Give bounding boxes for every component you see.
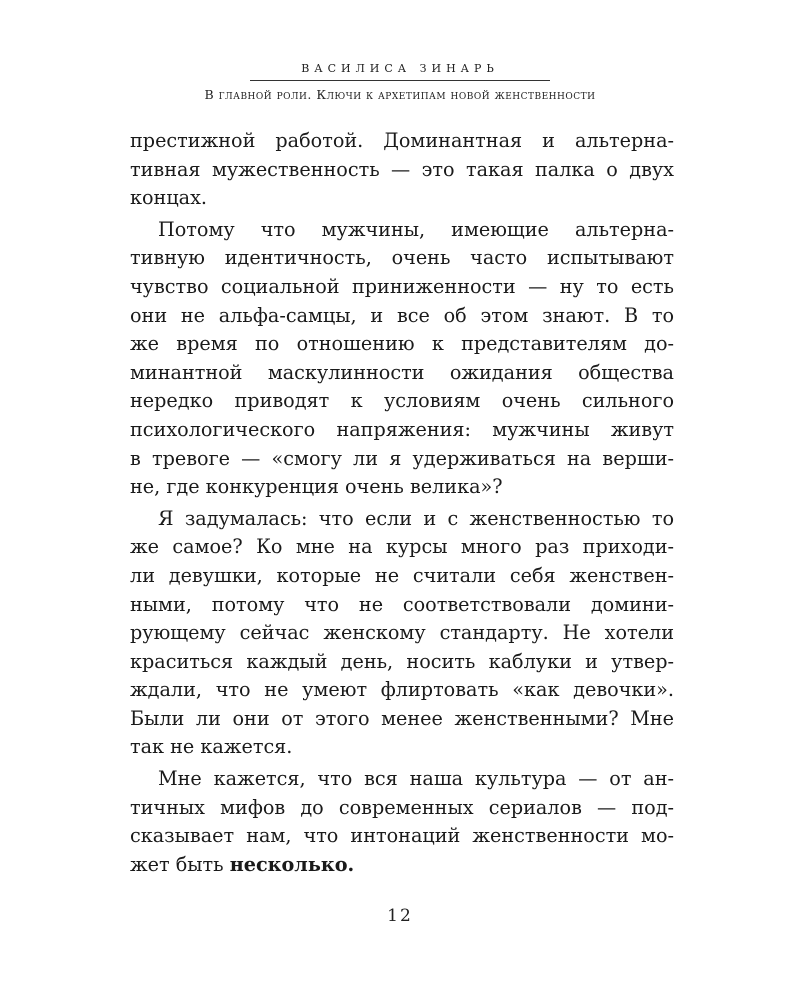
text-line: чувство социальной приниженности — ну то есть xyxy=(130,274,674,298)
body-text xyxy=(130,127,674,879)
text-line xyxy=(130,851,674,880)
running-header xyxy=(0,62,800,103)
book-title: В главной роли. Ключи к архетипам новой женственности xyxy=(204,87,596,102)
text-line: ли девушки, которые не считали себя женствен- xyxy=(130,563,674,587)
bold-emphasis: несколько. xyxy=(229,852,355,876)
text-line: сказывает нам, что интонаций женственности мо- xyxy=(130,824,674,848)
page-number: 12 xyxy=(387,906,413,926)
text-line: концах. xyxy=(130,186,208,210)
text-line: тивная мужественность — это такая палка о двух xyxy=(130,157,674,181)
author-name: ВАСИЛИСА ЗИНАРЬ xyxy=(301,62,499,75)
text-line: тичных мифов до современных сериалов — под- xyxy=(130,795,674,819)
text-line: не, где конкуренция очень велика»? xyxy=(130,475,503,499)
text-line: в тревоге — «смогу ли я удерживаться на верши- xyxy=(130,446,674,470)
text-line: Мне кажется, что вся наша культура — от ан- xyxy=(158,767,674,791)
text-line: они не альфа-самцы, и все об этом знают. В то xyxy=(130,303,674,327)
text-line: нередко приводят к условиям очень сильного xyxy=(130,389,674,413)
text-line: тивную идентичность, очень часто испытывают xyxy=(130,246,674,270)
text-line: Я задумалась: что если и с женственностью то xyxy=(158,506,674,530)
text-line: психологического напряжения: мужчины живут xyxy=(130,417,674,441)
text-line: ждали, что не умеют флиртовать «как девочки». xyxy=(130,678,674,702)
text-line: ными, потому что не соответствовали домини- xyxy=(130,592,674,616)
text-line: престижной работой. Доминантная и альтерна- xyxy=(130,129,674,152)
text-line: рующему сейчас женскому стандарту. Не хотели xyxy=(130,621,674,645)
text-line: так не кажется. xyxy=(130,735,293,759)
text-line: же время по отношению к представителям до- xyxy=(130,332,674,356)
text-line: же самое? Ко мне на курсы много раз приходи- xyxy=(130,535,674,559)
text-line: Потому что мужчины, имеющие альтерна- xyxy=(158,217,674,241)
text-line: краситься каждый день, носить каблуки и утвер- xyxy=(130,649,674,673)
text-line: Были ли они от этого менее женственными? Мне xyxy=(130,706,674,730)
header-divider xyxy=(250,80,550,81)
text-line-prefix: жет быть xyxy=(130,852,230,876)
text-line: минантной маскулинности ожидания общества xyxy=(130,360,674,384)
